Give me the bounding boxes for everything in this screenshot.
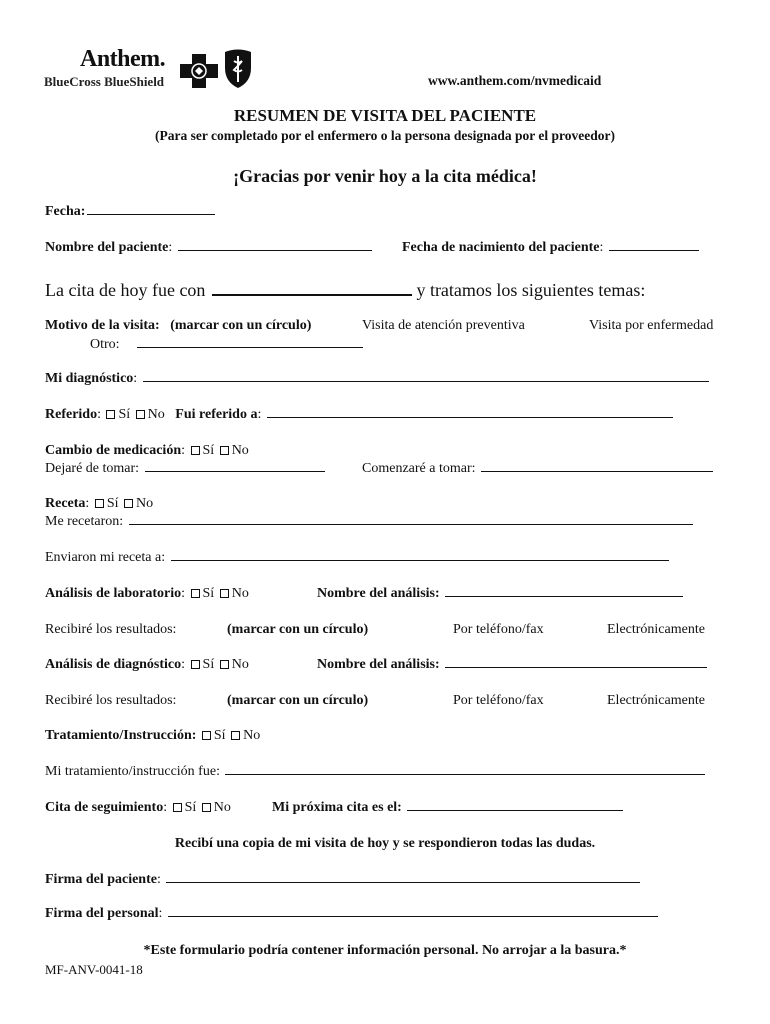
no-label: No <box>231 443 249 458</box>
si-label: Sí <box>213 728 226 743</box>
confirm-text: Recibí una copia de mi visita de hoy y se respondieron todas las dudas. <box>174 836 596 851</box>
me-recetaron-field[interactable] <box>129 523 693 525</box>
diag-row: Análisis de diagnóstico: Sí No <box>45 657 249 672</box>
cambio-si-checkbox[interactable] <box>191 446 200 455</box>
form-code: MF-ANV-0041-18 <box>45 962 143 977</box>
motivo-marcar: (marcar con un círculo) <box>170 318 312 333</box>
lab-option-electronico[interactable]: Electrónicamente <box>607 622 705 637</box>
dejare-label: Dejaré de tomar: <box>45 461 140 476</box>
diag-no-checkbox[interactable] <box>220 660 229 669</box>
lab-marcar-label: (marcar con un círculo) <box>227 622 369 637</box>
option-visita-preventiva[interactable]: Visita de atención preventiva <box>362 318 525 333</box>
fecha-label: Fecha: <box>45 204 86 219</box>
lab-label: Análisis de laboratorio <box>45 586 182 601</box>
no-label: No <box>231 657 249 672</box>
nacimiento-field[interactable] <box>609 249 699 251</box>
si-label: Sí <box>202 657 215 672</box>
proxima-cita-field[interactable] <box>407 809 623 811</box>
proxima-cita-row <box>272 800 623 816</box>
si-label: Sí <box>202 586 215 601</box>
anthem-logo <box>44 46 254 92</box>
diag-marcar-label: (marcar con un círculo) <box>227 693 369 708</box>
lab-option-telefono[interactable]: Por teléfono/fax <box>453 622 544 637</box>
receta-label: Receta <box>45 496 86 511</box>
nacimiento-label: Fecha de nacimiento del paciente <box>402 240 600 255</box>
nombre-field[interactable] <box>178 249 372 251</box>
comenzare-field[interactable] <box>481 470 713 472</box>
fui-referido-field[interactable] <box>267 416 673 418</box>
blue-cross-icon <box>178 52 220 90</box>
tratamiento-label: Tratamiento/Instrucción: <box>45 728 197 743</box>
cambio-row: Cambio de medicación: Sí No <box>45 443 249 458</box>
seguimiento-no-checkbox[interactable] <box>202 803 211 812</box>
page-title: RESUMEN DE VISITA DEL PACIENTE <box>233 106 537 125</box>
otro-row <box>90 337 363 353</box>
me-recetaron-row <box>45 514 693 530</box>
me-recetaron-label: Me recetaron: <box>45 514 124 529</box>
blue-shield-icon <box>222 48 254 90</box>
nombre-label: Nombre del paciente <box>45 240 169 255</box>
website-url: www.anthem.com/nvmedicaid <box>428 73 602 88</box>
brand-name: Anthem. <box>80 46 166 72</box>
no-label: No <box>147 407 165 422</box>
diag-nombre-field[interactable] <box>445 666 707 668</box>
nacimiento-row: Fecha de nacimiento del paciente: <box>402 240 699 256</box>
lab-si-checkbox[interactable] <box>191 589 200 598</box>
comenzare-row <box>362 461 713 477</box>
diag-nombre-row <box>317 657 707 673</box>
diag-recibire-label: Recibiré los resultados: <box>45 693 177 708</box>
cambio-no-checkbox[interactable] <box>220 446 229 455</box>
cita-con-field[interactable] <box>212 293 412 296</box>
otro-label: Otro: <box>90 337 120 352</box>
fui-referido-label: Fui referido a <box>175 407 258 422</box>
seguimiento-si-checkbox[interactable] <box>173 803 182 812</box>
enviaron-label: Enviaron mi receta a: <box>45 550 166 565</box>
option-visita-enfermedad[interactable]: Visita por enfermedad <box>589 318 714 333</box>
fecha-field[interactable] <box>87 213 215 215</box>
diag-label: Análisis de diagnóstico <box>45 657 182 672</box>
lab-recibire-label: Recibiré los resultados: <box>45 622 177 637</box>
tratamiento-row <box>45 728 260 744</box>
tratamiento-si-checkbox[interactable] <box>202 731 211 740</box>
mi-tratamiento-field[interactable] <box>225 773 705 775</box>
receta-row: Receta: Sí No <box>45 496 154 511</box>
si-label: Sí <box>202 443 215 458</box>
brand-sub: BlueCross BlueShield <box>44 74 165 89</box>
no-label: No <box>213 800 231 815</box>
enviaron-row <box>45 550 669 566</box>
referido-no-checkbox[interactable] <box>136 410 145 419</box>
cambio-label: Cambio de medicación <box>45 443 182 458</box>
firma-personal-field[interactable] <box>168 915 658 917</box>
tratamiento-no-checkbox[interactable] <box>231 731 240 740</box>
enviaron-field[interactable] <box>171 559 669 561</box>
dejare-row <box>45 461 325 477</box>
firma-paciente-row: Firma del paciente: <box>45 872 640 888</box>
comenzare-label: Comenzaré a tomar: <box>362 461 476 476</box>
lab-row: Análisis de laboratorio: Sí No <box>45 586 249 601</box>
firma-personal-row: Firma del personal: <box>45 906 658 922</box>
diag-option-electronico[interactable]: Electrónicamente <box>607 693 705 708</box>
fecha-row <box>45 204 215 220</box>
diagnostico-label: Mi diagnóstico <box>45 371 134 386</box>
diag-option-telefono[interactable]: Por teléfono/fax <box>453 693 544 708</box>
dejare-field[interactable] <box>145 470 325 472</box>
referido-row: Referido: Sí No Fui referido a: <box>45 407 673 423</box>
diagnostico-field[interactable] <box>143 380 709 382</box>
receta-no-checkbox[interactable] <box>124 499 133 508</box>
firma-paciente-field[interactable] <box>166 881 640 883</box>
nombre-row: Nombre del paciente: <box>45 240 372 256</box>
mi-tratamiento-row <box>45 764 705 780</box>
motivo-label: Motivo de la visita: <box>45 318 160 333</box>
no-label: No <box>231 586 249 601</box>
diagnostico-row: Mi diagnóstico: <box>45 371 709 387</box>
diag-nombre-label: Nombre del análisis: <box>317 657 440 672</box>
footer-note: *Este formulario podría contener información personal. No arrojar a la basura.* <box>143 943 627 958</box>
lab-nombre-row <box>317 586 683 602</box>
proxima-cita-label: Mi próxima cita es el: <box>272 800 402 815</box>
si-label: Sí <box>118 407 131 422</box>
cita-row <box>45 280 645 301</box>
lab-no-checkbox[interactable] <box>220 589 229 598</box>
lab-nombre-label: Nombre del análisis: <box>317 586 440 601</box>
referido-si-checkbox[interactable] <box>106 410 115 419</box>
lab-nombre-field[interactable] <box>445 595 683 597</box>
diag-si-checkbox[interactable] <box>191 660 200 669</box>
referido-label: Referido <box>45 407 98 422</box>
seguimiento-label: Cita de seguimiento <box>45 800 164 815</box>
receta-si-checkbox[interactable] <box>95 499 104 508</box>
seguimiento-row: Cita de seguimiento: Sí No <box>45 800 231 815</box>
motivo-row <box>45 318 311 334</box>
cita-pre: La cita de hoy fue con <box>45 280 206 300</box>
cita-post: y tratamos los siguientes temas: <box>416 280 646 300</box>
no-label: No <box>136 496 154 511</box>
mi-tratamiento-label: Mi tratamiento/instrucción fue: <box>45 764 220 779</box>
greeting: ¡Gracias por venir hoy a la cita médica! <box>233 166 537 186</box>
si-label: Sí <box>184 800 197 815</box>
page-subtitle: (Para ser completado por el enfermero o la persona designada por el proveedor) <box>155 128 615 143</box>
firma-personal-label: Firma del personal <box>45 906 159 921</box>
no-label: No <box>243 728 261 743</box>
firma-paciente-label: Firma del paciente <box>45 872 157 887</box>
otro-field[interactable] <box>137 346 363 348</box>
si-label: Sí <box>106 496 119 511</box>
